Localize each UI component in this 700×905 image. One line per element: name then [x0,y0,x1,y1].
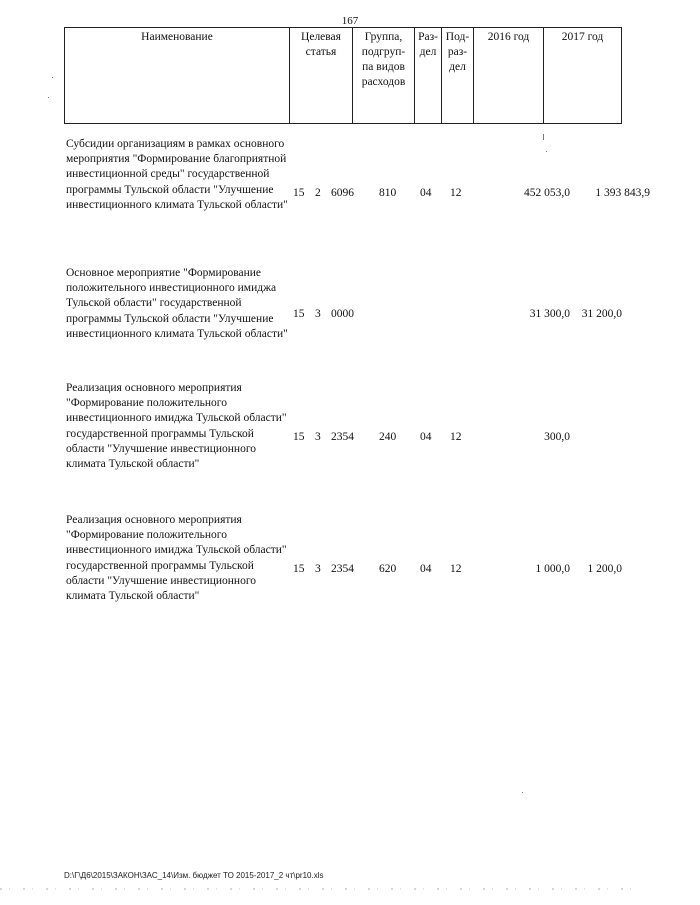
row-name: Реализация основного мероприятия "Формирование положительного инвестиционного имиджа Тульской области" государственной программы Тульской области "Улучшение инвестиционного климата Тульской области" [66,382,287,471]
row-name: Субсидии организациям в рамках основного мероприятия "Формирование благоприятной инвестиционной среды" государственной программы Тульской области "Улучшение инвестиционного климата Тульской области" [66,138,288,211]
row-name: Реализация основного мероприятия "Формирование положительного инвестиционного имиджа Тульской области" государственной программы Тульской области "Улучшение инвестиционного климата Тульской области" [66,514,287,603]
row-section: 04 [420,187,432,199]
header-year-2016: 2016 год [474,28,544,124]
footer-file-path: D:\Г\Д6\2015\ЗАКОН\ЗАС_14\Изм. бюджет ТО 2015-2017_2 чт\pr10.xls [64,871,324,880]
scan-speck [48,97,49,98]
scan-speck [52,77,53,78]
page-number: 167 [341,15,359,27]
header-target-article: Целевая статья [290,28,353,124]
row-value-2017: 1 200,0 [587,563,622,575]
row-group: 240 [379,431,397,443]
row-code1: 15 [293,431,305,443]
row-code1: 15 [293,308,305,320]
row-subsection: 12 [450,563,462,575]
row-code2: 3 [315,563,321,575]
scan-speck [522,792,523,793]
row-code2: 3 [315,431,321,443]
row-value-2016: 31 300,0 [529,308,570,320]
row-value-2016: 300,0 [544,431,570,443]
row-code1: 15 [293,187,305,199]
row-subsection: 12 [450,187,462,199]
table-header [64,27,622,124]
row-subsection: 12 [450,431,462,443]
scan-noise-strip [0,888,640,890]
row-value-2016: 452 053,0 [524,187,570,199]
row-code2: 2 [315,187,321,199]
scan-speck [546,151,547,152]
row-value-2016: 1 000,0 [535,563,570,575]
row-value-2017: 31 200,0 [581,308,622,320]
header-subsection: Под- раз- дел [442,28,474,124]
row-code3: 0000 [331,308,354,320]
row-name: Основное мероприятие "Формирование положительного инвестиционного имиджа Тульской области" государственной программы Тульской области "Улучшение инвестиционного климата Тульской области" [66,267,288,340]
row-section: 04 [420,431,432,443]
row-code3: 2354 [331,431,354,443]
header-section: Раз- дел [415,28,442,124]
header-year-2017: 2017 год [544,28,622,124]
row-code3: 6096 [331,187,354,199]
scan-speck [543,134,544,140]
row-code2: 3 [315,308,321,320]
row-code1: 15 [293,563,305,575]
row-group: 620 [379,563,397,575]
header-name: Наименование [65,28,290,124]
row-section: 04 [420,563,432,575]
header-group: Группа, подгруп- па видов расходов [353,28,415,124]
row-value-2017: 1 393 843,9 [595,187,650,199]
row-group: 810 [379,187,397,199]
row-code3: 2354 [331,563,354,575]
